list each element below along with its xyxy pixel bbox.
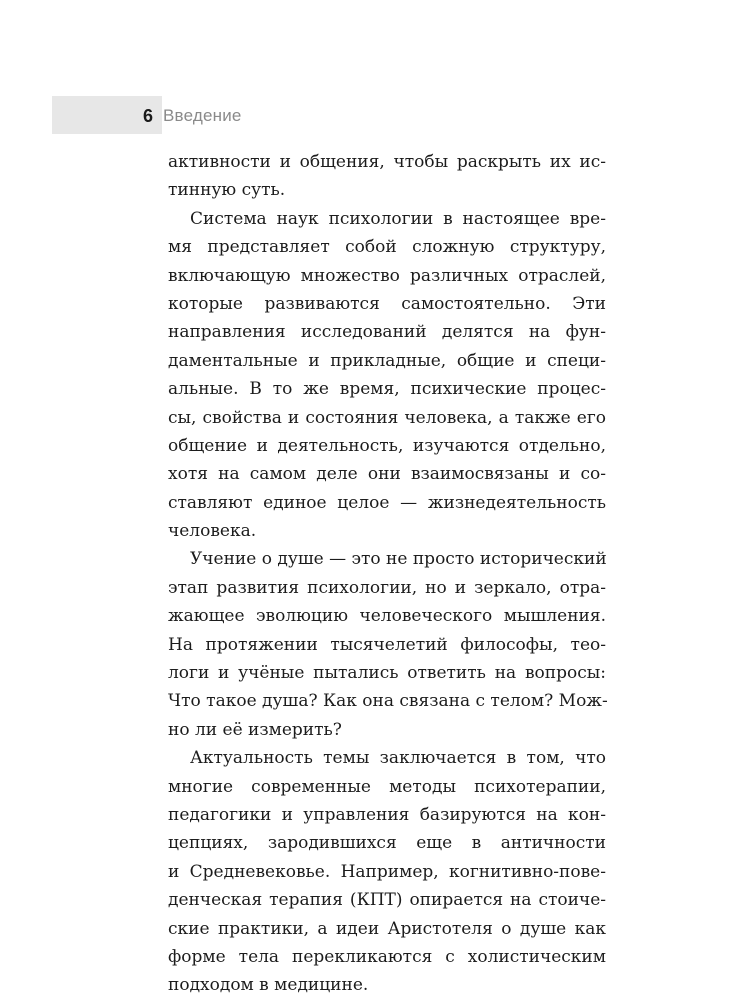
body-text (168, 148, 606, 1000)
text-line: общение и деятельность, изучаются отдельно, (168, 435, 606, 456)
text-line: Актуальность темы заключается в том, что (190, 748, 606, 769)
text-line: Система наук психологии в настоящее вре- (190, 208, 606, 229)
text-line: активности и общения, чтобы раскрыть их ис- (168, 152, 606, 172)
text-line: цепциях, зародившихся еще в античности (168, 833, 606, 854)
page-number: 6 (143, 105, 154, 126)
text-line: жающее эволюцию человеческого мышления. (168, 606, 606, 627)
text-line: сы, свойства и состояния человека, а также его (168, 407, 606, 428)
text-line: даментальные и прикладные, общие и специ- (168, 350, 606, 371)
text-line: На протяжении тысячелетий философы, тео- (168, 634, 606, 655)
text-line: но ли её измерить? (168, 719, 342, 740)
text-line: альные. В то же время, психические процес- (168, 379, 606, 400)
text-line: мя представляет собой сложную структуру, (168, 237, 606, 258)
text-line: человека. (168, 521, 257, 542)
text-line: форме тела перекликаются с холистическим (168, 946, 606, 967)
text-line: Что такое душа? Как она связана с телом? Мож- (168, 691, 608, 712)
text-line: этап развития психологии, но и зеркало, отра- (168, 577, 606, 598)
text-line: многие современные методы психотерапии, (168, 776, 606, 797)
text-line: хотя на самом деле они взаимосвязаны и со- (168, 464, 606, 485)
text-line: педагогики и управления базируются на кон- (168, 804, 606, 825)
text-line: включающую множество различных отраслей, (168, 265, 606, 286)
running-header (143, 103, 242, 129)
text-line: ские практики, а идеи Аристотеля о душе как (168, 918, 606, 939)
text-line: подходом в медицине. (168, 975, 369, 996)
text-line: Учение о душе — это не просто исторический (190, 549, 607, 570)
text-line: направления исследований делятся на фун- (168, 322, 606, 343)
text-line: денческая терапия (КПТ) опирается на стоиче- (168, 890, 606, 911)
text-line: тинную суть. (168, 180, 286, 201)
text-line: логи и учёные пытались ответить на вопросы: (168, 663, 606, 684)
text-line: которые развиваются самостоятельно. Эти (168, 293, 606, 314)
text-line: ставляют единое целое — жизнедеятельность (168, 492, 606, 513)
text-line: и Средневековье. Например, когнитивно-пове- (168, 861, 606, 882)
section-title: Введение (163, 106, 242, 125)
